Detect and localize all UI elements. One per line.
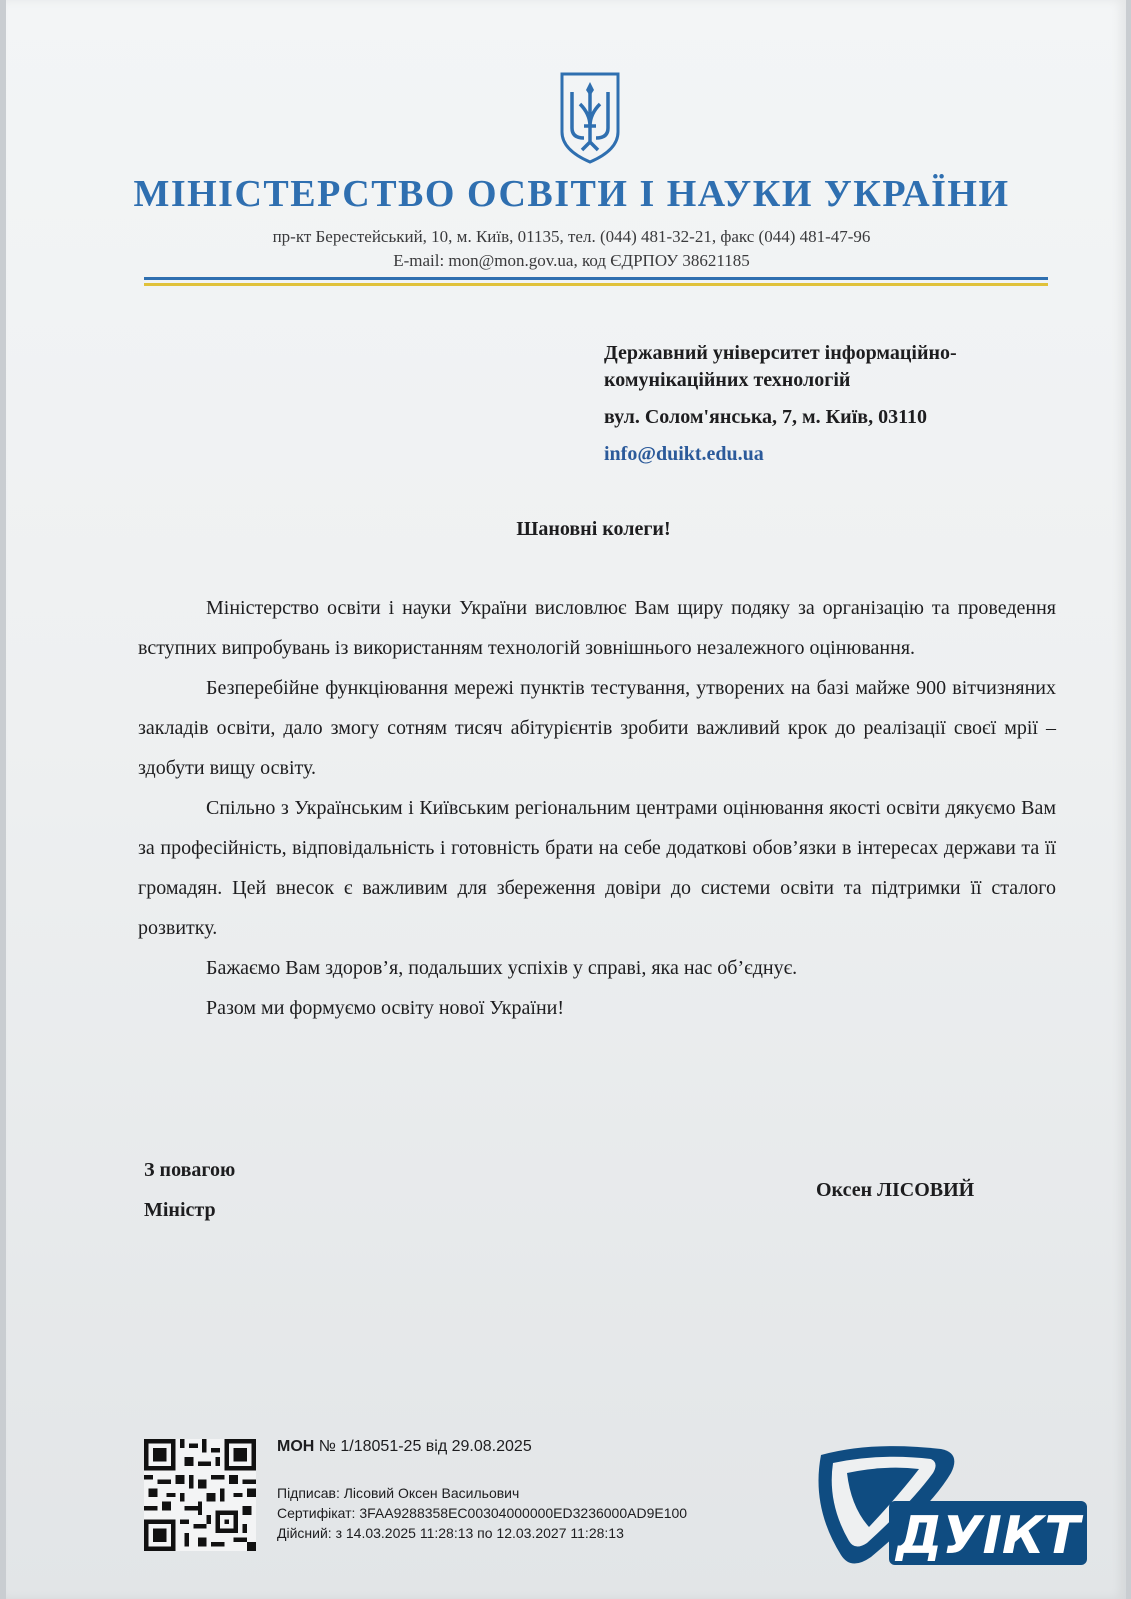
letter-page [6,0,1126,1599]
letterhead-rule-yellow [144,283,1048,286]
ministry-title: МІНІСТЕРСТВО ОСВІТИ І НАУКИ УКРАЇНИ [133,173,1010,215]
letterhead-rule-blue [144,277,1048,280]
signatory-name: Оксен ЛІСОВИЙ [816,1179,975,1201]
paragraph: Бажаємо Вам здоров’я, подальших успіхів у справі, яка нас об’єднує. [206,957,798,979]
qr-code-icon [144,1439,256,1551]
paragraph: Спільно з Українським і Київським регіональним центрами оцінювання якості освіти дякуємо Вам за професійність, відповідальність і готовність брати на себе додаткові обов’язки в інтересах держави та її громадян. Цей внесок є важливим для збереження довіри до системи освіти та підтримки її сталого розвитку. [138,797,1056,939]
signature-info [277,1483,687,1543]
recipient-block [604,340,1044,468]
recipient-address: вул. Солом'янська, 7, м. Київ, 03110 [604,406,927,428]
recipient-email[interactable]: info@duikt.edu.ua [604,443,764,465]
paragraph: Міністерство освіти і науки України висловлює Вам щиру подяку за організацію та проведення вступних випробувань із використанням технологій зовнішнього незалежного оцінювання. [138,597,1056,659]
closing-block [144,1150,235,1230]
recipient-name-line2: комунікаційних технологій [604,369,851,391]
ministry-address: пр-кт Берестейський, 10, м. Київ, 01135, тел. (044) 481-32-21, факс (044) 481-47-96 [272,227,871,246]
logo-text: ДУІКТ [896,1506,1080,1566]
ministry-email: E-mail: mon@mon.gov.ua, код ЄДРПОУ 38621185 [393,251,750,270]
paragraph: Безперебійне функціювання мережі пунктів тестування, утворених на базі майже 900 вітчизняних закладів освіти, дало змогу сотням тисяч абітурієнтів зробити важливий крок до реалізації своєї мрії – здобути вищу освіту. [138,677,1056,779]
registration-org: МОН [277,1438,315,1455]
letter-body [138,588,1056,1028]
closing-position: Міністр [144,1199,216,1221]
salutation: Шановні колеги! [516,518,671,540]
certificate-validity: Дійсний: з 14.03.2025 11:28:13 по 12.03.2027 11:28:13 [277,1525,624,1541]
trident-emblem-icon [558,70,622,164]
document-registration [277,1438,532,1456]
duikt-logo-icon [811,1437,1111,1577]
paragraph: Разом ми формуємо освіту нової України! [206,997,565,1019]
registration-number: № 1/18051-25 від 29.08.2025 [318,1438,532,1455]
closing-regards: З повагою [144,1159,236,1181]
ministry-contacts [6,225,1131,273]
signed-by: Підписав: Лісовий Оксен Васильович [277,1485,520,1501]
recipient-name-line1: Державний університет інформаційно- [604,342,957,364]
certificate: Сертифікат: 3FAA9288358EC00304000000ED3236000AD9E100 [277,1505,688,1521]
